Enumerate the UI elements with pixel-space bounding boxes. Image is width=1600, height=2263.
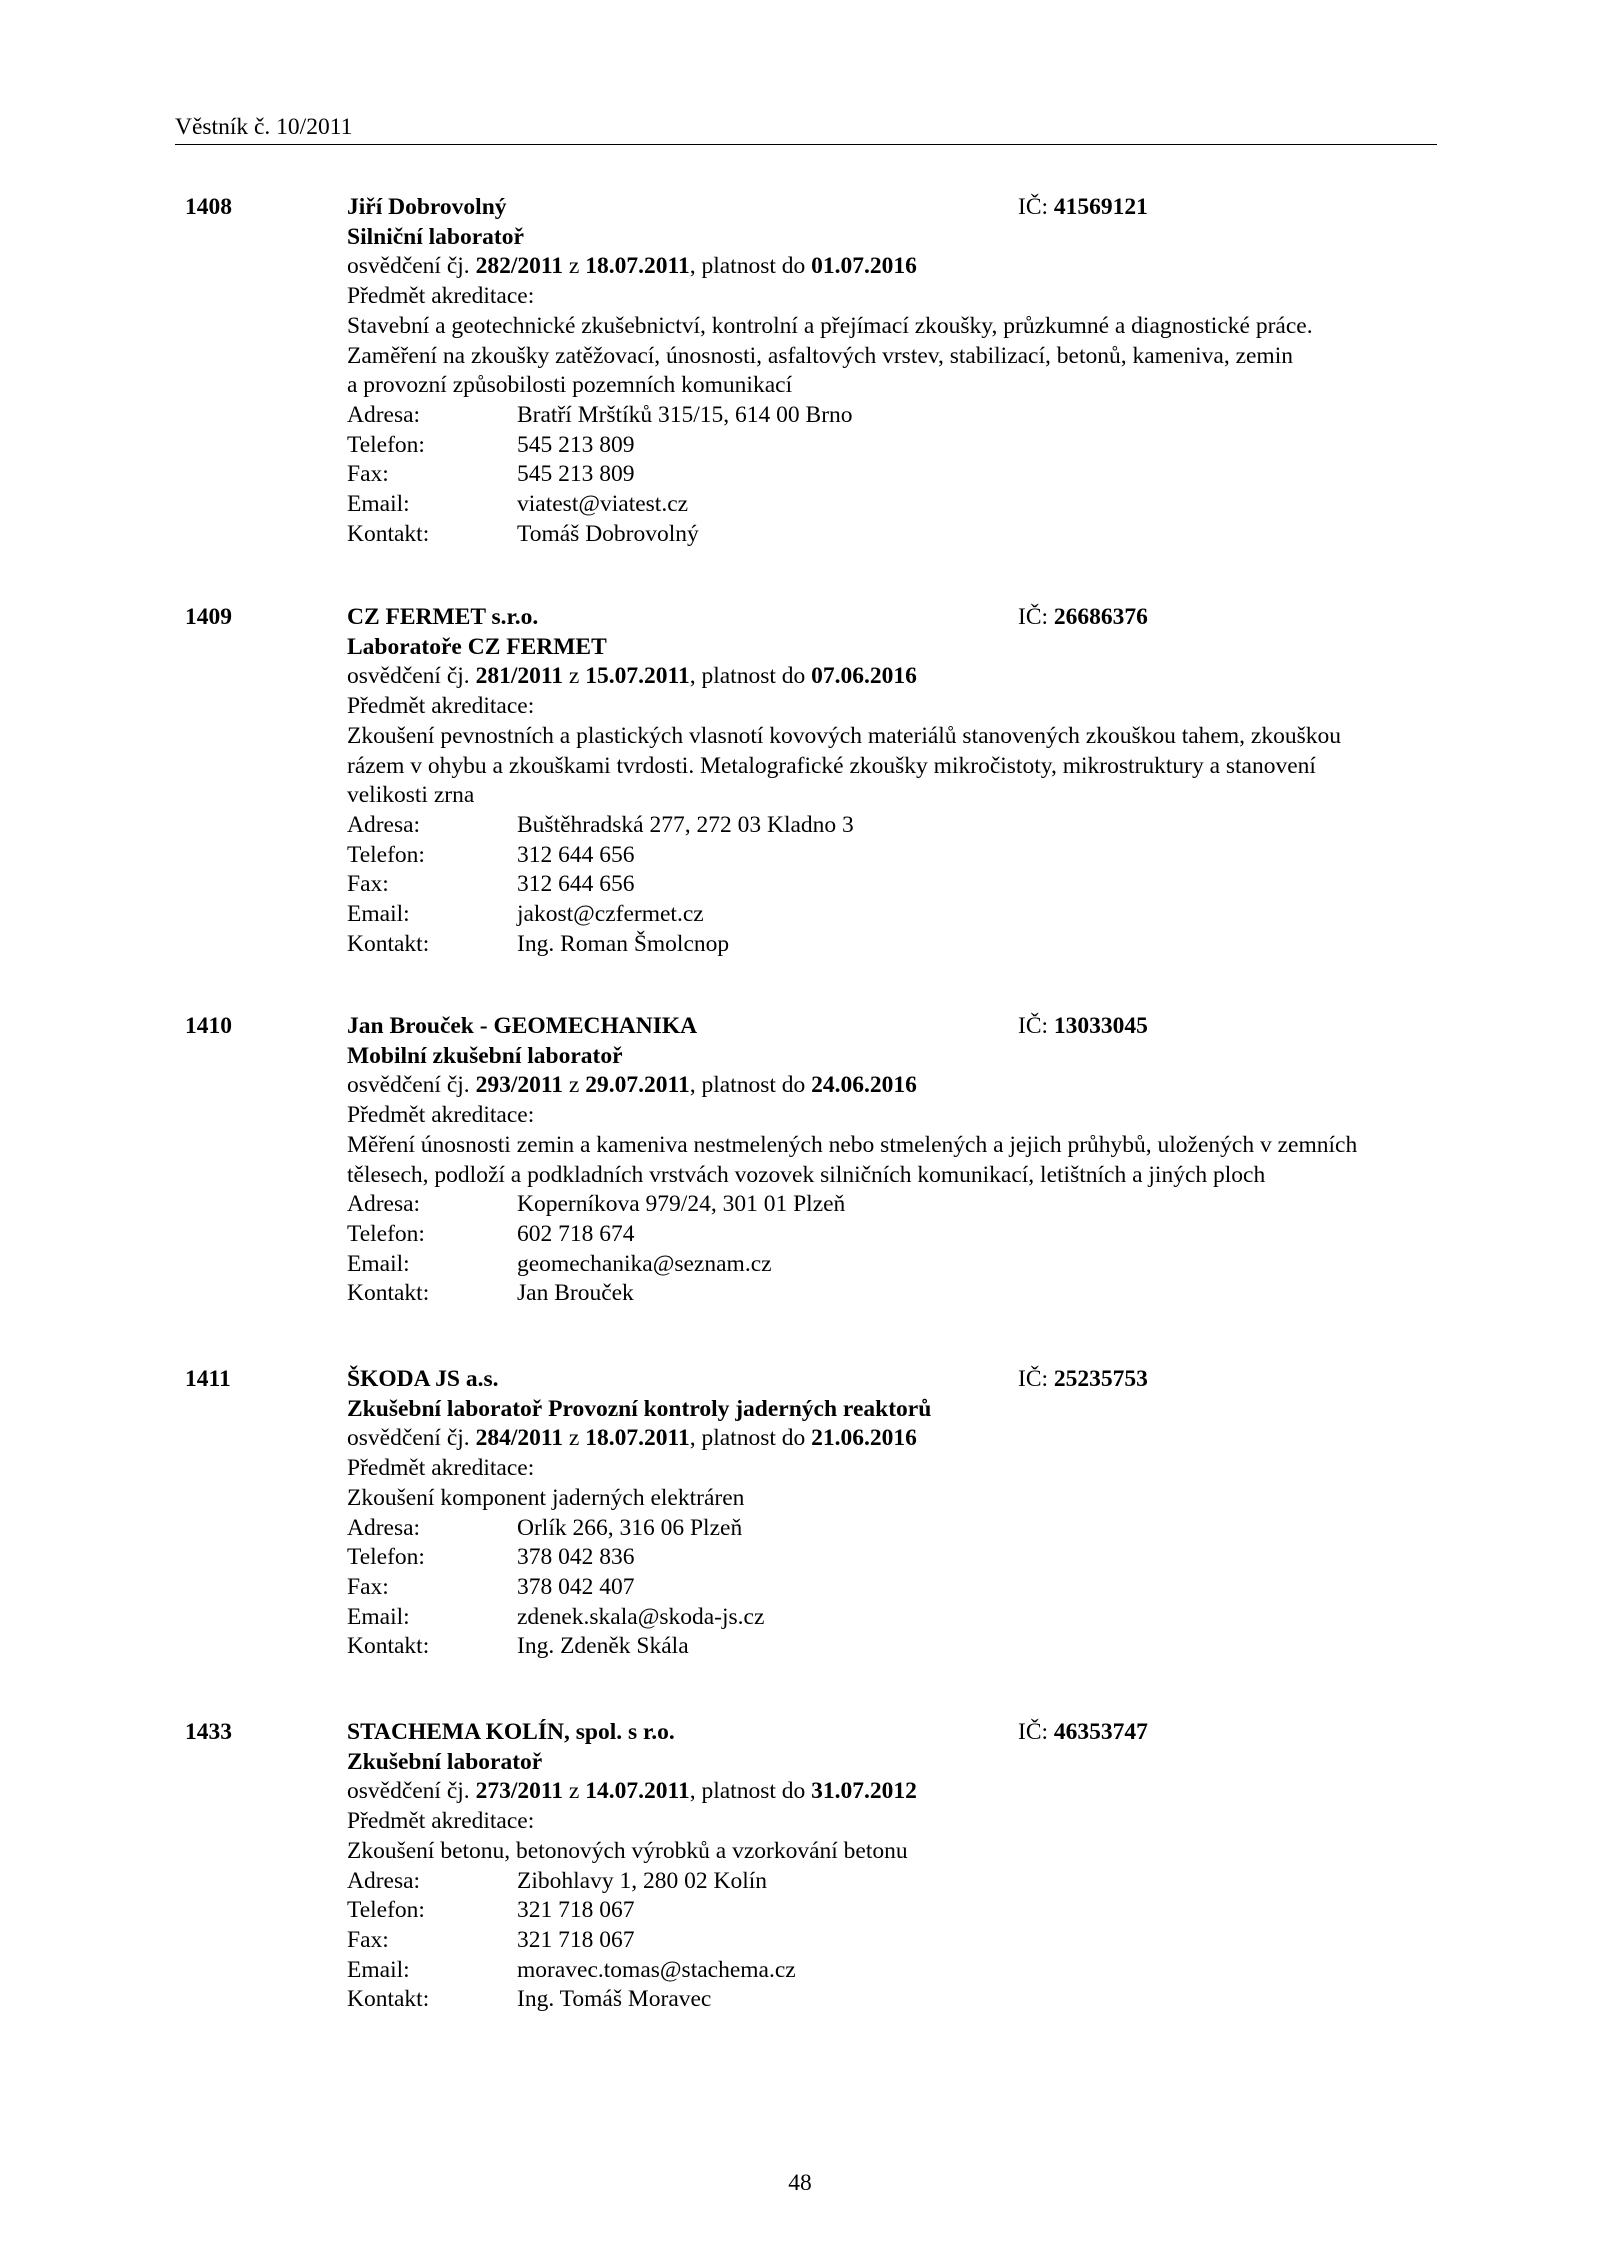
phone-label: Telefon:: [347, 841, 425, 868]
subject-label: Předmět akreditace:: [347, 283, 535, 310]
entry-number: 1433: [185, 1719, 232, 1745]
subject-label: Předmět akreditace:: [347, 1808, 535, 1835]
email-row: [347, 1603, 1437, 1633]
entry-number: 1410: [185, 1013, 232, 1039]
cert-valid-label: , platnost do: [689, 663, 806, 690]
journal-title: Věstník č. 10/2011: [175, 114, 353, 140]
address-label: Adresa:: [347, 811, 421, 838]
email-value: geomechanika@seznam.cz: [517, 1250, 772, 1277]
cert-valid-label: , platnost do: [689, 1072, 806, 1099]
fax-value: 378 042 407: [517, 1573, 635, 1600]
phone-label: Telefon:: [347, 1897, 425, 1924]
fax-row: [347, 1926, 1437, 1956]
laboratory-name: Laboratoře CZ FERMET: [347, 633, 607, 660]
cert-valid-date: 21.06.2016: [811, 1425, 917, 1452]
phone-value: 545 213 809: [517, 431, 635, 458]
entity-name: STACHEMA KOLÍN, spol. s r.o.: [347, 1719, 675, 1745]
fax-label: Fax:: [347, 1573, 389, 1600]
cert-valid-label: , platnost do: [689, 1425, 806, 1452]
entry-number: 1408: [185, 194, 232, 220]
email-row: [347, 490, 1437, 520]
phone-row: [347, 431, 1437, 461]
ic-value: 13033045: [1053, 1013, 1148, 1039]
contact-row: [347, 520, 1437, 550]
phone-row: [347, 1543, 1437, 1573]
cert-prefix: osvědčení čj.: [347, 253, 470, 280]
email-row: [347, 1250, 1437, 1280]
cert-number: 293/2011: [475, 1072, 564, 1099]
fax-value: 312 644 656: [517, 871, 635, 898]
fax-label: Fax:: [347, 1926, 389, 1953]
fax-row: [347, 870, 1437, 900]
subject-line: rázem v ohybu a zkouškami tvrdosti. Metalografické zkoušky mikročistoty, mikrostruktury a stanovení: [347, 752, 1316, 779]
subject-line: Zkoušení komponent jaderných elektráren: [347, 1484, 745, 1511]
fax-row: [347, 460, 1437, 490]
cert-prefix: osvědčení čj.: [347, 1072, 470, 1099]
subject-line: Zaměření na zkoušky zatěžovací, únosnosti, asfaltových vrstev, stabilizací, betonů, kameniva, zemin: [347, 342, 1293, 369]
laboratory-name: Zkušební laboratoř: [347, 1748, 543, 1775]
email-label: Email:: [347, 1956, 410, 1983]
entry-body: [347, 603, 1437, 959]
cert-number: 281/2011: [475, 663, 564, 690]
ic-value: 26686376: [1053, 604, 1148, 630]
email-value: moravec.tomas@stachema.cz: [517, 1956, 796, 1983]
address-value: Orlík 266, 316 06 Plzeň: [517, 1514, 743, 1541]
address-label: Adresa:: [347, 401, 421, 428]
cert-date: 18.07.2011: [585, 253, 690, 280]
cert-date: 15.07.2011: [585, 663, 690, 690]
ic-label: IČ:: [1018, 194, 1049, 220]
certificate-line: [347, 1071, 1437, 1101]
subject-line: Stavební a geotechnické zkušebnictví, kontrolní a přejímací zkoušky, průzkumné a diagnostické práce.: [347, 312, 1313, 339]
email-row: [347, 1956, 1437, 1986]
address-label: Adresa:: [347, 1867, 421, 1894]
fax-label: Fax:: [347, 461, 389, 488]
entity-name: CZ FERMET s.r.o.: [347, 604, 539, 630]
subject-line: Zkoušení pevnostních a plastických vlasnotí kovových materiálů stanovených zkouškou tahem, zkouškou: [347, 722, 1341, 749]
email-value: viatest@viatest.cz: [517, 491, 689, 518]
ic-value: 46353747: [1053, 1719, 1148, 1745]
cert-valid-date: 24.06.2016: [811, 1072, 917, 1099]
subject-line: tělesech, podloží a podkladních vrstvách vozovek silničních komunikací, letištních a jiných ploch: [347, 1161, 1266, 1188]
certificate-line: [347, 662, 1437, 692]
contact-row: [347, 1985, 1437, 2015]
cert-date: 29.07.2011: [585, 1072, 690, 1099]
address-row: [347, 1867, 1437, 1897]
certificate-line: [347, 252, 1437, 282]
ic-label: IČ:: [1018, 1366, 1049, 1392]
fax-value: 321 718 067: [517, 1926, 635, 1953]
phone-label: Telefon:: [347, 1544, 425, 1571]
cert-prefix: osvědčení čj.: [347, 663, 470, 690]
contact-label: Kontakt:: [347, 520, 430, 547]
cert-valid-date: 07.06.2016: [811, 663, 917, 690]
cert-number: 273/2011: [475, 1778, 564, 1805]
entry-body: [347, 1365, 1437, 1662]
address-label: Adresa:: [347, 1191, 421, 1218]
cert-from-label: z: [568, 253, 580, 280]
cert-valid-date: 01.07.2016: [811, 253, 917, 280]
page-number: 48: [788, 2170, 812, 2196]
contact-row: [347, 930, 1437, 960]
contact-label: Kontakt:: [347, 1986, 430, 2013]
page-header: [175, 112, 1437, 145]
ic-label: IČ:: [1018, 1013, 1049, 1039]
email-value: jakost@czfermet.cz: [517, 901, 704, 928]
phone-label: Telefon:: [347, 1220, 425, 1247]
entry-body: [347, 1012, 1437, 1309]
contact-value: Ing. Tomáš Moravec: [517, 1986, 712, 2013]
cert-from-label: z: [568, 1072, 580, 1099]
entry-number: 1409: [185, 604, 232, 630]
contact-label: Kontakt:: [347, 930, 430, 957]
contact-value: Jan Brouček: [517, 1280, 634, 1307]
cert-valid-date: 31.07.2012: [811, 1778, 917, 1805]
fax-value: 545 213 809: [517, 461, 635, 488]
cert-prefix: osvědčení čj.: [347, 1425, 470, 1452]
cert-date: 18.07.2011: [585, 1425, 690, 1452]
subject-line: Měření únosnosti zemin a kameniva nestmelených nebo stmelených a jejich průhybů, uložených v zemních: [347, 1131, 1358, 1158]
laboratory-name: Zkušební laboratoř Provozní kontroly jaderných reaktorů: [347, 1395, 932, 1422]
address-value: Bratří Mrštíků 315/15, 614 00 Brno: [517, 401, 853, 428]
ic-value: 25235753: [1053, 1366, 1148, 1392]
contact-value: Ing. Roman Šmolcnop: [517, 930, 730, 957]
cert-from-label: z: [568, 1425, 580, 1452]
email-label: Email:: [347, 491, 410, 518]
subject-label: Předmět akreditace:: [347, 1102, 535, 1129]
cert-from-label: z: [568, 663, 580, 690]
cert-prefix: osvědčení čj.: [347, 1778, 470, 1805]
cert-number: 282/2011: [475, 253, 564, 280]
phone-row: [347, 1896, 1437, 1926]
laboratory-name: Silniční laboratoř: [347, 223, 524, 250]
address-row: [347, 401, 1437, 431]
email-row: [347, 900, 1437, 930]
entity-name: Jiří Dobrovolný: [347, 194, 507, 220]
phone-value: 602 718 674: [517, 1220, 635, 1247]
fax-row: [347, 1573, 1437, 1603]
cert-valid-label: , platnost do: [689, 253, 806, 280]
phone-label: Telefon:: [347, 431, 425, 458]
cert-from-label: z: [568, 1778, 580, 1805]
subject-line: a provozní způsobilosti pozemních komunikací: [347, 372, 793, 399]
phone-row: [347, 1220, 1437, 1250]
cert-date: 14.07.2011: [585, 1778, 690, 1805]
email-value: zdenek.skala@skoda-js.cz: [517, 1603, 765, 1630]
laboratory-name: Mobilní zkušební laboratoř: [347, 1042, 623, 1069]
entity-name: Jan Brouček - GEOMECHANIKA: [347, 1013, 698, 1039]
contact-row: [347, 1279, 1437, 1309]
subject-line: velikosti zrna: [347, 782, 475, 809]
contact-label: Kontakt:: [347, 1633, 430, 1660]
address-value: Koperníkova 979/24, 301 01 Plzeň: [517, 1191, 846, 1218]
phone-value: 378 042 836: [517, 1544, 635, 1571]
address-row: [347, 1514, 1437, 1544]
address-row: [347, 811, 1437, 841]
fax-label: Fax:: [347, 871, 389, 898]
subject-line: Zkoušení betonu, betonových výrobků a vzorkování betonu: [347, 1837, 908, 1864]
phone-value: 321 718 067: [517, 1897, 635, 1924]
certificate-line: [347, 1777, 1437, 1807]
subject-label: Předmět akreditace:: [347, 693, 535, 720]
email-label: Email:: [347, 901, 410, 928]
ic-label: IČ:: [1018, 1719, 1049, 1745]
address-label: Adresa:: [347, 1514, 421, 1541]
address-row: [347, 1190, 1437, 1220]
contact-value: Tomáš Dobrovolný: [517, 520, 699, 547]
contact-value: Ing. Zdeněk Skála: [517, 1633, 689, 1660]
contact-label: Kontakt:: [347, 1280, 430, 1307]
phone-row: [347, 841, 1437, 871]
email-label: Email:: [347, 1603, 410, 1630]
cert-number: 284/2011: [475, 1425, 564, 1452]
entity-name: ŠKODA JS a.s.: [347, 1366, 499, 1392]
ic-value: 41569121: [1053, 194, 1148, 220]
entry-body: [347, 193, 1437, 549]
ic-label: IČ:: [1018, 604, 1049, 630]
contact-row: [347, 1632, 1437, 1662]
address-value: Buštěhradská 277, 272 03 Kladno 3: [517, 811, 854, 838]
cert-valid-label: , platnost do: [689, 1778, 806, 1805]
address-value: Zibohlavy 1, 280 02 Kolín: [517, 1867, 767, 1894]
entry-body: [347, 1718, 1437, 2015]
subject-label: Předmět akreditace:: [347, 1455, 535, 1482]
entry-number: 1411: [185, 1366, 231, 1392]
certificate-line: [347, 1424, 1437, 1454]
email-label: Email:: [347, 1250, 410, 1277]
phone-value: 312 644 656: [517, 841, 635, 868]
